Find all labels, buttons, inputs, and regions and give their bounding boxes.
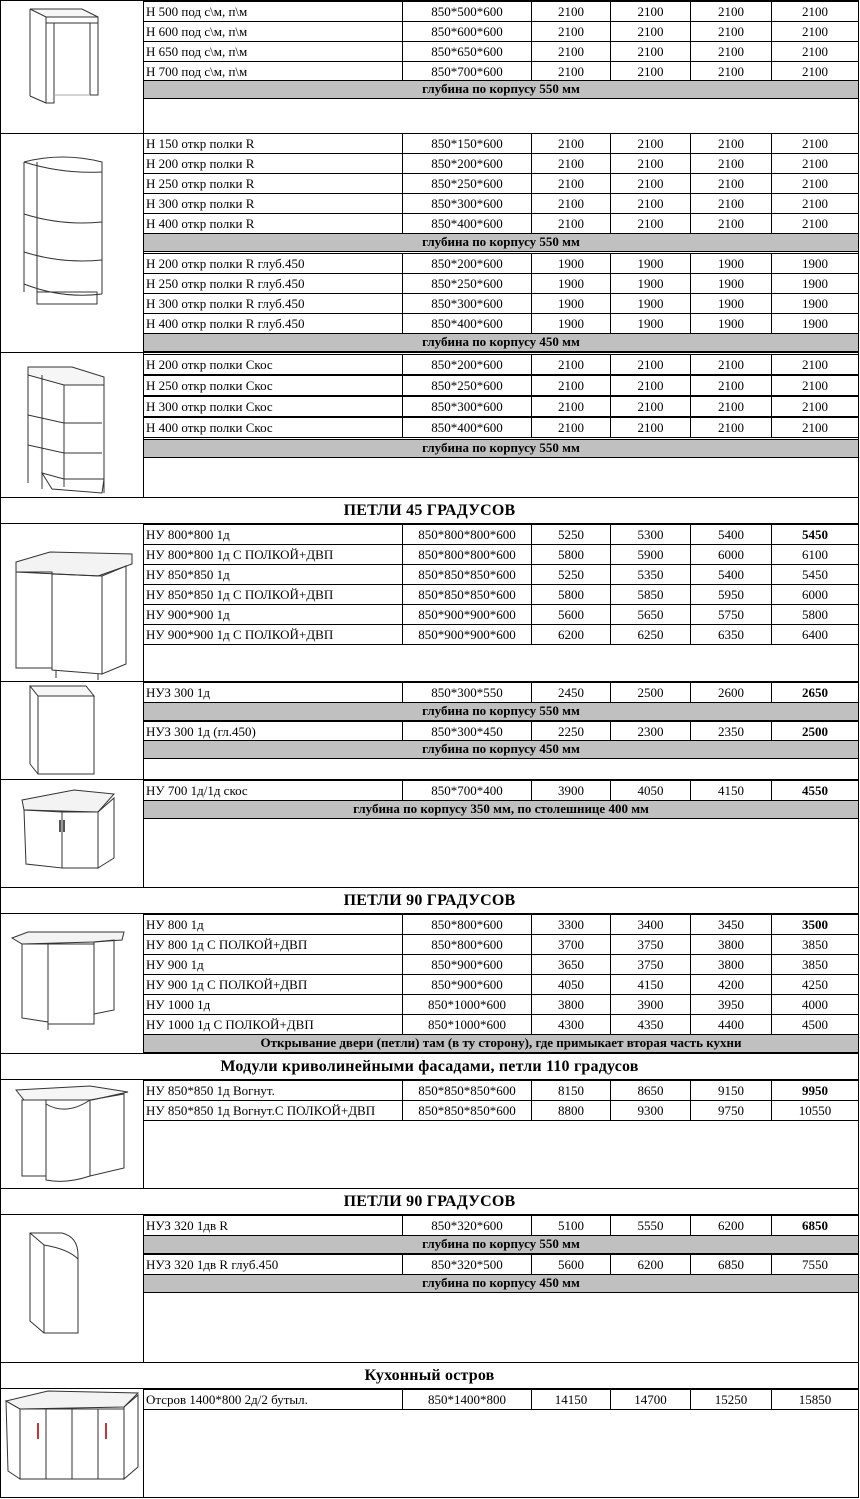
depth-note: глубина по корпусу 550 мм (144, 80, 858, 98)
price-1: 2100 (558, 357, 584, 372)
depth-note: глубина по корпусу 350 мм, по столешнице 400 мм (144, 800, 858, 818)
price-2: 2100 (637, 64, 664, 79)
price-1: 2100 (558, 44, 584, 59)
price-4: 2100 (802, 196, 828, 211)
product-name: НУ 800 1д С ПОЛКОЙ+ДВП (146, 937, 308, 952)
price-1: 2100 (558, 399, 584, 414)
product-name: НУ 1000 1д С ПОЛКОЙ+ДВП (146, 1017, 314, 1032)
price-4: 2100 (802, 64, 828, 79)
product-name: НУ 800*800 1д (146, 527, 230, 542)
price-4: 1900 (802, 316, 828, 331)
end-cabinet-icon (1, 682, 143, 779)
price-1: 8800 (558, 1103, 584, 1118)
radius-end-cabinet-icon (1, 1215, 143, 1362)
price-4: 6100 (802, 547, 828, 562)
price-1: 2100 (558, 156, 584, 171)
grid-line (858, 523, 859, 681)
grid-line (143, 437, 859, 438)
price-2: 1900 (637, 316, 664, 331)
price-4: 6850 (802, 1218, 828, 1233)
price-4: 4250 (802, 977, 828, 992)
product-dimensions: 850*850*850*600 (418, 1083, 516, 1098)
corner-bevel-cabinet-icon (1, 780, 143, 887)
price-1: 3900 (558, 783, 584, 798)
grid-line (143, 1034, 859, 1035)
product-name: Н 150 откр полки R (146, 136, 255, 151)
grid-line (143, 1409, 859, 1410)
depth-note: глубина по корпусу 450 мм (144, 333, 858, 351)
price-3: 2100 (718, 378, 744, 393)
grid-line (143, 740, 859, 741)
price-3: 2100 (718, 24, 744, 39)
grid-line (858, 1079, 859, 1188)
price-3: 2100 (718, 4, 744, 19)
price-3: 2100 (718, 44, 744, 59)
product-dimensions: 850*900*900*600 (418, 607, 516, 622)
price-4: 1900 (802, 256, 828, 271)
price-2: 5850 (637, 587, 664, 602)
grid-line (858, 1053, 859, 1079)
grid-line (143, 758, 859, 759)
price-1: 3700 (558, 937, 584, 952)
price-1: 14150 (554, 1392, 588, 1407)
grid-line (143, 644, 859, 645)
grid-line (858, 1188, 859, 1214)
price-2: 3750 (637, 957, 664, 972)
product-name: Н 400 откр полки R (146, 216, 255, 231)
grid-line (143, 333, 859, 334)
price-1: 1900 (558, 256, 584, 271)
price-3: 2350 (718, 724, 744, 739)
product-dimensions: 850*850*850*600 (418, 567, 516, 582)
grid-line (143, 1120, 859, 1121)
grid-line (143, 251, 859, 252)
price-3: 2100 (718, 176, 744, 191)
product-name: Н 500 под с\м, п\м (146, 4, 248, 19)
product-dimensions: 850*400*600 (431, 216, 503, 231)
price-1: 3650 (558, 957, 584, 972)
price-4: 10550 (798, 1103, 832, 1118)
depth-note: глубина по корпусу 450 мм (144, 740, 858, 758)
product-dimensions: 850*900*600 (431, 957, 503, 972)
price-4: 1900 (802, 276, 828, 291)
price-1: 8150 (558, 1083, 584, 1098)
base-cabinet-sink-icon (1, 1, 143, 133)
product-name: Н 400 откр полки R глуб.450 (146, 316, 305, 331)
price-4: 2500 (802, 724, 828, 739)
price-4: 6000 (802, 587, 828, 602)
grid-line (858, 887, 859, 913)
product-name: Н 200 откр полки R (146, 156, 255, 171)
price-4: 2100 (802, 44, 828, 59)
product-dimensions: 850*850*850*600 (418, 587, 516, 602)
grid-line (143, 233, 859, 234)
product-dimensions: 850*850*850*600 (418, 1103, 516, 1118)
price-2: 2100 (637, 399, 664, 414)
product-dimensions: 850*200*600 (431, 357, 503, 372)
product-dimensions: 850*150*600 (431, 136, 503, 151)
grid-line (143, 818, 859, 819)
product-dimensions: 850*320*600 (431, 1218, 503, 1233)
grid-line (143, 457, 859, 458)
price-4: 15850 (798, 1392, 832, 1407)
price-2: 2100 (637, 357, 664, 372)
product-dimensions: 850*650*600 (431, 44, 503, 59)
price-4: 5450 (802, 567, 828, 582)
price-1: 1900 (558, 296, 584, 311)
product-name: Н 250 откр полки R глуб.450 (146, 276, 305, 291)
grid-line (143, 1274, 859, 1275)
product-dimensions: 850*800*800*600 (418, 547, 516, 562)
price-3: 15250 (714, 1392, 748, 1407)
price-3: 5750 (718, 607, 744, 622)
depth-note: глубина по корпусу 550 мм (144, 702, 858, 720)
grid-line (858, 0, 859, 133)
product-name: Н 300 откр полки R глуб.450 (146, 296, 305, 311)
price-3: 4200 (718, 977, 744, 992)
product-name: НУЗ 300 1д (гл.450) (146, 724, 256, 739)
price-3: 6000 (718, 547, 744, 562)
price-3: 1900 (718, 296, 744, 311)
grid-line (858, 497, 859, 523)
product-dimensions: 850*600*600 (431, 24, 503, 39)
price-3: 6350 (718, 627, 744, 642)
price-1: 2100 (558, 136, 584, 151)
price-2: 14700 (634, 1392, 667, 1407)
product-name: НУ 800 1д (146, 917, 204, 932)
price-2: 5300 (637, 527, 664, 542)
product-dimensions: 850*250*600 (431, 176, 503, 191)
price-2: 2300 (637, 724, 664, 739)
price-4: 4000 (802, 997, 828, 1012)
price-1: 4300 (558, 1017, 584, 1032)
price-3: 9150 (718, 1083, 744, 1098)
price-3: 4150 (718, 783, 744, 798)
open-shelf-bevel-icon (1, 353, 143, 497)
price-4: 3850 (802, 957, 828, 972)
price-4: 1900 (802, 296, 828, 311)
product-name: НУ 850*850 1д (146, 567, 230, 582)
product-dimensions: 850*900*600 (431, 977, 503, 992)
product-dimensions: 850*300*450 (431, 724, 503, 739)
section-heading: ПЕТЛИ 90 ГРАДУСОВ (343, 892, 516, 909)
product-dimensions: 850*1000*600 (428, 997, 506, 1012)
product-dimensions: 850*400*600 (431, 420, 503, 435)
price-1: 3800 (558, 997, 584, 1012)
product-dimensions: 850*1000*600 (428, 1017, 506, 1032)
product-name: Н 300 откр полки Скос (146, 399, 273, 414)
product-name: Н 650 под с\м, п\м (146, 44, 248, 59)
price-1: 2450 (558, 685, 584, 700)
product-dimensions: 850*1400*800 (428, 1392, 506, 1407)
price-4: 2100 (802, 4, 828, 19)
price-4: 2100 (802, 216, 828, 231)
corner-cabinet-90-icon (1, 914, 143, 1053)
product-name: НУЗ 320 1дв R (146, 1218, 229, 1233)
price-3: 1900 (718, 316, 744, 331)
grid-line (858, 1388, 859, 1497)
corner-cabinet-45-icon (1, 524, 143, 681)
price-3: 2100 (718, 420, 744, 435)
product-name: НУ 900*900 1д (146, 607, 230, 622)
grid-line (858, 133, 859, 352)
product-name: НУ 850*850 1д С ПОЛКОЙ+ДВП (146, 587, 334, 602)
price-3: 2100 (718, 64, 744, 79)
product-dimensions: 850*300*600 (431, 196, 503, 211)
product-dimensions: 850*800*600 (431, 917, 503, 932)
product-name: НУ 850*850 1д Вогнут.С ПОЛКОЙ+ДВП (146, 1103, 376, 1118)
product-dimensions: 850*250*600 (431, 276, 503, 291)
product-name: НУ 700 1д/1д скос (146, 783, 248, 798)
grid-line (143, 1235, 859, 1236)
price-1: 1900 (558, 316, 584, 331)
price-4: 2100 (802, 136, 828, 151)
product-name: Н 200 откр полки Скос (146, 357, 273, 372)
grid-line (0, 1497, 859, 1498)
price-3: 2100 (718, 399, 744, 414)
product-dimensions: 850*900*900*600 (418, 627, 516, 642)
price-2: 6250 (637, 627, 664, 642)
depth-note: глубина по корпусу 550 мм (144, 233, 858, 251)
price-1: 5250 (558, 567, 584, 582)
grid-line (143, 439, 859, 440)
price-1: 5800 (558, 547, 584, 562)
price-2: 4150 (637, 977, 664, 992)
price-4: 3850 (802, 937, 828, 952)
price-1: 2100 (558, 378, 584, 393)
price-1: 2100 (558, 64, 584, 79)
depth-note: глубина по корпусу 450 мм (144, 1274, 858, 1292)
product-dimensions: 850*700*400 (431, 783, 503, 798)
price-3: 9750 (718, 1103, 744, 1118)
product-dimensions: 850*300*600 (431, 399, 503, 414)
product-name: НУ 800*800 1д С ПОЛКОЙ+ДВП (146, 547, 334, 562)
price-3: 5950 (718, 587, 744, 602)
price-2: 5650 (637, 607, 664, 622)
price-4: 3500 (802, 917, 828, 932)
price-4: 2100 (802, 24, 828, 39)
price-2: 4350 (637, 1017, 664, 1032)
price-1: 2100 (558, 420, 584, 435)
product-name: Н 250 откр полки R (146, 176, 255, 191)
depth-note: глубина по корпусу 550 мм (144, 439, 858, 457)
section-heading: ПЕТЛИ 90 ГРАДУСОВ (343, 1193, 516, 1210)
price-2: 2100 (637, 44, 664, 59)
price-2: 5550 (637, 1218, 664, 1233)
price-2: 3400 (637, 917, 664, 932)
price-1: 1900 (558, 276, 584, 291)
grid-line (143, 80, 859, 81)
price-4: 6400 (802, 627, 828, 642)
price-2: 5350 (637, 567, 664, 582)
price-1: 5250 (558, 527, 584, 542)
price-2: 6200 (637, 1257, 664, 1272)
price-1: 2100 (558, 176, 584, 191)
product-name: НУЗ 300 1д (146, 685, 211, 700)
section-heading: Кухонный остров (364, 1367, 495, 1384)
grid-line (858, 1214, 859, 1362)
price-1: 3300 (558, 917, 584, 932)
price-2: 2100 (637, 156, 664, 171)
price-3: 2100 (718, 136, 744, 151)
product-name: НУ 1000 1д (146, 997, 211, 1012)
price-2: 2100 (637, 420, 664, 435)
price-1: 5600 (558, 607, 584, 622)
price-3: 6200 (718, 1218, 744, 1233)
price-2: 2100 (637, 216, 664, 231)
product-dimensions: 850*320*500 (431, 1257, 503, 1272)
section-heading: Модули криволинейными фасадами, петли 110 градусов (220, 1058, 639, 1075)
price-3: 5400 (718, 527, 744, 542)
price-3: 2100 (718, 357, 744, 372)
kitchen-island-icon (1, 1389, 143, 1497)
price-4: 2100 (802, 176, 828, 191)
price-3: 3800 (718, 957, 744, 972)
price-4: 2100 (802, 399, 828, 414)
price-4: 2650 (802, 685, 828, 700)
price-3: 4400 (718, 1017, 744, 1032)
price-3: 3450 (718, 917, 744, 932)
concave-corner-cabinet-icon (1, 1080, 143, 1188)
price-2: 3750 (637, 937, 664, 952)
price-1: 5600 (558, 1257, 584, 1272)
open-shelf-rounded-icon (1, 134, 143, 352)
price-4: 5800 (802, 607, 828, 622)
price-2: 2100 (637, 196, 664, 211)
grid-line (143, 1292, 859, 1293)
price-2: 2100 (637, 378, 664, 393)
price-1: 2250 (558, 724, 584, 739)
price-1: 6200 (558, 627, 584, 642)
price-3: 5400 (718, 567, 744, 582)
product-dimensions: 850*500*600 (431, 4, 503, 19)
price-2: 1900 (637, 276, 664, 291)
price-2: 3900 (637, 997, 664, 1012)
product-name: Н 300 откр полки R (146, 196, 255, 211)
product-dimensions: 850*800*800*600 (418, 527, 516, 542)
price-3: 1900 (718, 276, 744, 291)
price-2: 4050 (637, 783, 664, 798)
price-2: 2100 (637, 4, 664, 19)
price-1: 5800 (558, 587, 584, 602)
price-3: 6850 (718, 1257, 744, 1272)
price-2: 2100 (637, 136, 664, 151)
price-1: 2100 (558, 24, 584, 39)
price-4: 2100 (802, 420, 828, 435)
depth-note: Открывание двери (петли) там (в ту сторону), где примыкает вторая часть кухни (144, 1034, 858, 1052)
section-heading: ПЕТЛИ 45 ГРАДУСОВ (343, 502, 516, 519)
grid-line (858, 779, 859, 887)
product-name: НУЗ 320 1дв R глуб.450 (146, 1257, 279, 1272)
price-3: 2100 (718, 156, 744, 171)
price-1: 5100 (558, 1218, 584, 1233)
product-name: Н 200 откр полки R глуб.450 (146, 256, 305, 271)
price-4: 9950 (802, 1083, 828, 1098)
product-dimensions: 850*250*600 (431, 378, 503, 393)
product-dimensions: 850*700*600 (431, 64, 503, 79)
product-name: Отсров 1400*800 2д/2 бутыл. (146, 1392, 308, 1407)
price-2: 1900 (637, 296, 664, 311)
price-3: 2100 (718, 196, 744, 211)
product-dimensions: 850*200*600 (431, 256, 503, 271)
product-dimensions: 850*300*550 (431, 685, 503, 700)
product-name: Н 600 под с\м, п\м (146, 24, 248, 39)
price-2: 8650 (637, 1083, 664, 1098)
price-1: 4050 (558, 977, 584, 992)
price-3: 2600 (718, 685, 744, 700)
price-2: 5900 (637, 547, 664, 562)
grid-line (143, 800, 859, 801)
grid-line (858, 1362, 859, 1388)
price-3: 3800 (718, 937, 744, 952)
product-name: Н 700 под с\м, п\м (146, 64, 248, 79)
price-4: 7550 (802, 1257, 828, 1272)
price-4: 2100 (802, 378, 828, 393)
price-4: 5450 (802, 527, 828, 542)
price-4: 4500 (802, 1017, 828, 1032)
grid-line (143, 98, 859, 99)
product-name: НУ 900 1д С ПОЛКОЙ+ДВП (146, 977, 308, 992)
price-4: 2100 (802, 156, 828, 171)
price-2: 9300 (637, 1103, 664, 1118)
product-name: Н 250 откр полки Скос (146, 378, 273, 393)
product-dimensions: 850*300*600 (431, 296, 503, 311)
product-name: НУ 850*850 1д Вогнут. (146, 1083, 275, 1098)
price-1: 2100 (558, 4, 584, 19)
grid-line (143, 702, 859, 703)
price-2: 1900 (637, 256, 664, 271)
product-name: НУ 900 1д (146, 957, 204, 972)
price-3: 1900 (718, 256, 744, 271)
product-dimensions: 850*800*600 (431, 937, 503, 952)
price-1: 2100 (558, 196, 584, 211)
price-3: 3950 (718, 997, 744, 1012)
product-dimensions: 850*200*600 (431, 156, 503, 171)
depth-note: глубина по корпусу 550 мм (144, 1235, 858, 1253)
price-1: 2100 (558, 216, 584, 231)
price-4: 4550 (802, 783, 828, 798)
grid-line (858, 681, 859, 779)
price-2: 2100 (637, 24, 664, 39)
product-dimensions: 850*400*600 (431, 316, 503, 331)
price-4: 2100 (802, 357, 828, 372)
product-name: НУ 900*900 1д С ПОЛКОЙ+ДВП (146, 627, 334, 642)
price-3: 2100 (718, 216, 744, 231)
product-name: Н 400 откр полки Скос (146, 420, 273, 435)
price-2: 2500 (637, 685, 664, 700)
price-2: 2100 (637, 176, 664, 191)
